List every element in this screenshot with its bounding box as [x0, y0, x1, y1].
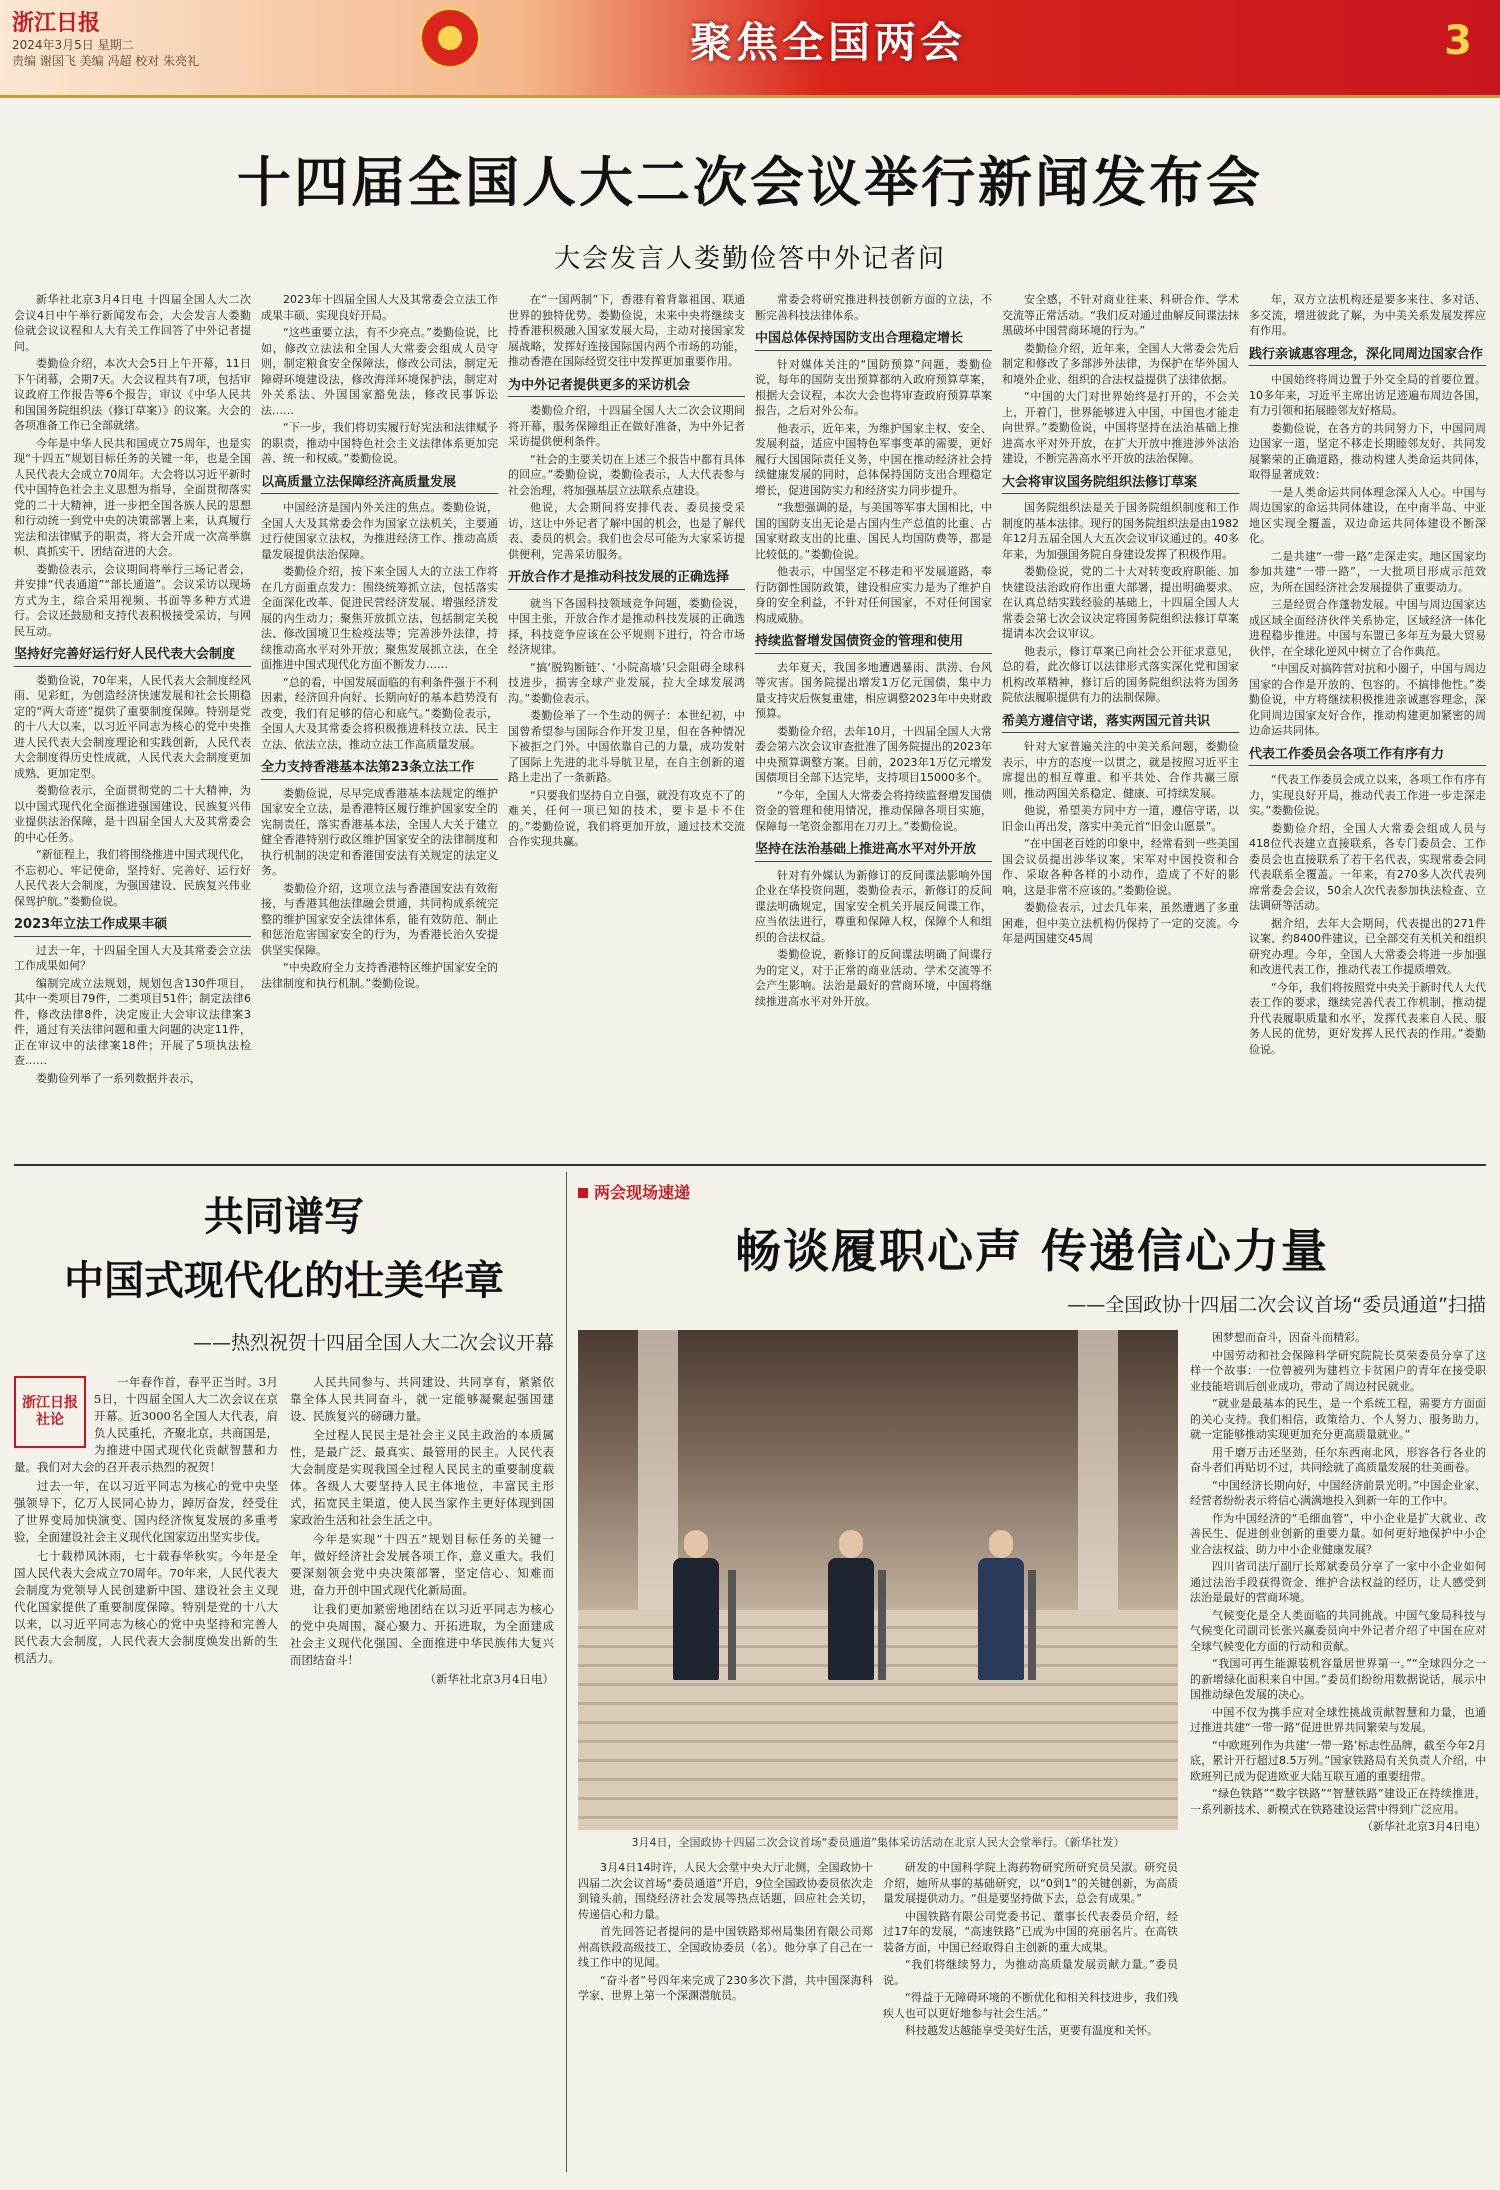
microphone-stand-icon	[878, 1570, 886, 1680]
photo-caption: 3月4日，全国政协十四届二次会议首场“委员通道”集体采访活动在北京人民大会堂举行。（新华社发）	[631, 1836, 1125, 1849]
paragraph: 娄勤俭介绍，本次大会5日上午开幕，11日下午闭幕，会期7天。大会议程共有7项，包括审议政府工作报告等6个报告，审议《中华人民共和国国务院组织法（修订草案）》的议案。大会的各项准备工作已全部就绪。	[14, 357, 251, 432]
paragraph: 编制完成立法规划，规划包含130件项目，其中一类项目79件，二类项目51件；制定法律6件，修改法律8件，决定废止大会审议法律案3件，通过有关法律问题和重大问题的决定11件，正在审议中的法律案18件；开展了5项执法检查……	[14, 976, 251, 1067]
section-heading: 2023年立法工作成果丰硕	[14, 917, 251, 937]
live-story-source: （新华社北京3月4日电）	[1362, 1820, 1486, 1833]
paragraph: 全过程人民民主是社会主义民主政治的本质属性，是最广泛、最真实、最管用的民主。人民代表大会制度是实现我国全过程人民民主的重要制度载体。各级人大要坚持人民主体地位，丰富民主形式，拓宽民主渠道，使人民当家作主更好体现到国家政治生活和社会生活之中。	[290, 1428, 554, 1527]
paragraph: 娄勤俭说，70年来，人民代表大会制度经风雨、见彩虹，为创造经济快速发展和社会长期稳定的“两大奇迹”提供了重要制度保障。特别是党的十八大以来，以习近平同志为核心的党中央推进人民代表大会制度理论和实践创新，人民代表大会制度得历史性成就，人民代表大会制度更加成熟、更加定型。	[14, 673, 251, 780]
live-story-column-1	[578, 1860, 873, 2180]
photo-person	[978, 1530, 1024, 1680]
stamp-line-1: 浙江日报	[22, 1395, 78, 1411]
live-story-title: 畅谈履职心声 传递信心力量	[734, 1224, 1329, 1278]
paragraph: 2023年十四届全国人大及其常委会立法工作成果丰硕、实现良好开局。	[261, 293, 498, 322]
editor-credits: 责编 谢国飞 美编 冯超 校对 朱亮礼	[12, 54, 200, 68]
paragraph: 3月4日14时许，人民大会堂中央大厅北侧，全国政协十四届二次会议首场“委员通道”开启，9位全国政协委员依次走到镜头前，围绕经济社会发展等热点话题，回应社会关切，传递信心和力量。	[578, 1861, 873, 1921]
paragraph: 国务院组织法是关于国务院组织制度和工作制度的基本法律。现行的国务院组织法是由1982年12月五届全国人大五次会议审议通过的。40多年来，为加强国务院自身建设发挥了积极作用。	[1002, 501, 1239, 561]
live-story-column-2	[883, 1860, 1178, 2180]
paragraph: 中国始终将周边置于外交全局的首要位置。10多年来，习近平主席出访足迹遍布周边各国，有力引领和拓展睦邻友好格局。	[1249, 373, 1486, 417]
section-heading: 开放合作才是推动科技发展的正确选择	[508, 570, 745, 590]
paragraph: 他表示，近年来，为维护国家主权、安全、发展利益，适应中国特色军事变革的需要，更好履行大国国际责任义务，中国在推动经济社会持续健康发展的同时，总体保持国防支出合理稳定增长，促进国防实力和经济实力同步提升。	[755, 421, 992, 497]
article-column-3	[508, 292, 745, 1156]
national-emblem-icon	[420, 8, 480, 68]
paragraph: 中国劳动和社会保障科学研究院院长莫荣委员分享了这样一个故事：一位曾被列为建档立卡贫困户的青年在接受职业技能培训后创业成功，带动了周边村民就业。	[1190, 1348, 1486, 1393]
paragraph: 娄勤俭说，在各方的共同努力下，中国同周边国家一道，坚定不移走长期睦邻友好、共同发展繁荣的正确道路，推动构建人类命运共同体，取得显著成效：	[1249, 421, 1486, 481]
paragraph: “新征程上，我们将围绕推进中国式现代化，不忘初心、牢记使命，坚持好、完善好、运行好人民代表大会制度，为强国建设、民族复兴伟业保驾护航。”娄勤俭说。	[14, 848, 251, 908]
paragraph: 据介绍，去年大会期间，代表提出的271件议案、约8400件建议，已全部交有关机关和组织研究办理。今年，全国人大常委会将进一步加强和改进代表工作，推动代表工作提质增效。	[1249, 916, 1486, 976]
commentary-title-line-2: 中国式现代化的壮美华章	[64, 1257, 504, 1304]
paragraph: 研发的中国科学院上海药物研究所研究员吴淑。研究员介绍，她所从事的基础研究，以“0到1”的关键创新，为高质量发展提供动力。“但是要坚持做下去，总会有成果。”	[883, 1861, 1178, 1905]
paragraph: 七十载栉风沐雨，七十载春华秋实。今年是全国人民代表大会成立70周年。70年来，人民代表大会制度为党领导人民创建新中国、建设社会主义现代化国家提供了重要制度保障。特别是党的十八大以来，以习近平同志为核心的党中央坚持和完善人民代表大会制度，人民代表大会制度焕发出新的生机活力。	[14, 1549, 278, 1665]
stamp-line-2: 社论	[36, 1412, 64, 1428]
paragraph: “搞‘脱钩断链’、‘小院高墙’只会阻碍全球科技进步，损害全球产业发展，拉大全球发展鸿沟。”娄勤俭表示。	[508, 660, 745, 705]
article-column-1	[14, 292, 251, 1156]
paragraph: 一是人类命运共同体理念深入人心。中国与周边国家的命运共同体建设，在中南半岛、中亚地区实现全覆盖，双边命运共同体建设不断深化。	[1249, 485, 1486, 545]
paragraph: 娄勤俭说，尽早完成香港基本法规定的维护国家安全立法，是香港特区履行维护国家安全的宪制责任，落实香港基本法，全国人大关于建立健全香港特别行政区维护国家安全的法律制度和执行机制的决定和香港国安法有关规定的法定义务。	[261, 786, 498, 877]
paragraph: “得益于无障碍环境的不断优化和相关科技进步，我们残疾人也可以更好地参与社会生活。”	[883, 1991, 1178, 2020]
photo-pillar	[1078, 1330, 1118, 1630]
top-story-body	[14, 292, 1486, 1156]
article-column-5	[1002, 292, 1239, 1156]
paragraph: 人民共同参与、共同建设、共同享有，紧紧依靠全体人民共同奋斗，就一定能够凝聚起强国建设、民族复兴的磅礴力量。	[290, 1375, 554, 1423]
paragraph: 一年春作首，春平正当时。3月5日，十四届全国人大二次会议在京开幕。近3000名全国人大代表，肩负人民重托，齐聚北京，共商国是，为推进中国式现代化贡献智慧和力量。我们对大会的召开表示热烈的祝贺！	[14, 1375, 278, 1474]
commentary-title	[14, 1185, 554, 1313]
paragraph: 用千磨万击还坚劲，任尔东西南北风，形容各行各业的奋斗者们再贴切不过，共同绘就了高质量发展的壮美画卷。	[1190, 1445, 1486, 1474]
paragraph: “我国可再生能源装机容量居世界第一。”“全球四分之一的新增绿化面积来自中国。”委员们纷纷用数据说话，展示中国推动绿色发展的决心。	[1190, 1657, 1486, 1701]
paragraph: 娄勤俭表示，过去几年来，虽然遭遇了多重困难，但中美立法机构仍保持了一定的交流。今年是两国建交45周	[1002, 901, 1239, 945]
paragraph: “只要我们坚持自立自强，就没有攻克不了的难关，任何一项已知的技术，要卡是卡不住的。”娄勤俭说，我们将更加开放，通过技术交流合作实现共赢。	[508, 788, 745, 848]
section-heading: 以高质量立法保障经济高质量发展	[261, 475, 498, 495]
commentary-body	[14, 1374, 554, 2180]
paragraph: “就业是最基本的民生，是一个系统工程，需要方方面面的关心支持。我们相信，政策给力、个人努力、服务助力，就一定能够推动实现更加充分更高质量就业。”	[1190, 1397, 1486, 1441]
article-column-4	[755, 292, 992, 1156]
paragraph: 气候变化是全人类面临的共同挑战。中国气象局科技与气候变化司副司长张兴赢委员向中外记者介绍了中国在应对全球气候变化方面的行动和贡献。	[1190, 1608, 1486, 1653]
paragraph: 娄勤俭介绍，按下来全国人大的立法工作将在几方面重点发力：围绕统筹抓立法，包括落实全面深化改革、促进民营经济发展、增强经济发展的内生动力；聚焦开放抓立法，包括制定关税法、修改国境卫生检疫法等；完善涉外法律，持续推动高水平对外开放；聚焦发展抓立法，在全面推进中国式现代化方面不断发力……	[261, 565, 498, 671]
section-heading: 大会将审议国务院组织法修订草案	[1002, 475, 1239, 495]
article-column-6	[1249, 292, 1486, 1156]
paragraph: 中国铁路有限公司党委书记、董事长代表委员介绍，经过17年的发展，“高速铁路”已成为中国的亮丽名片。在高铁装备方面，中国已经取得自主创新的重大成果。	[883, 1909, 1178, 1954]
paragraph: 他说，希望美方同中方一道，遵信守诺，以旧金山再出发，落实中美元首“旧金山愿景”。	[1002, 804, 1239, 833]
live-report-tag	[578, 1180, 690, 1203]
paragraph: 娄勤俭说，新修订的反间谍法明确了间谍行为的定义，对于正常的商业活动、学术交流等不会产生影响。法治是最好的营商环境，中国将继续推进高水平对外开放。	[755, 948, 992, 1008]
paragraph: 二是共建“一带一路”走深走实。地区国家均参加共建“一带一路”，一大批项目形成示范效应，为所在国经济社会发展提供了重要动力。	[1249, 549, 1486, 594]
paragraph: “今年，我们将按照党中央关于新时代人大代表工作的要求，继续完善代表工作机制，推动提升代表履职质量和水平，发挥代表来自人民、服务人民的优势，更好发挥人民代表的作用。”娄勤俭说。	[1249, 980, 1486, 1056]
paragraph: 年，双方立法机构还是要多来往、多对话、多交流，增进彼此了解，为中美关系发展发挥应有作用。	[1249, 293, 1486, 337]
section-title: 聚焦全国两会	[690, 18, 967, 67]
paragraph: 安全感，不针对商业往来、科研合作、学术交流等正常活动。“我们反对通过曲解反间谍法抹黑破坏中国营商环境的行为。”	[1002, 293, 1239, 337]
paragraph: 过去一年，十四届全国人大及其常委会立法工作成果如何？	[14, 943, 251, 972]
paragraph: 四川省司法厅副厅长郑斌委员分享了一家中小企业如何通过法治手段获得资金、维护合法权益的经历，让人感受到法治是最好的营商环境。	[1190, 1560, 1486, 1604]
photo-person	[673, 1530, 719, 1680]
column-divider	[566, 1172, 567, 2172]
live-story-column-3	[1190, 1330, 1486, 1835]
paragraph: 去年夏天，我国多地遭遇暴雨、洪涝、台风等灾害。国务院提出增发1万亿元国债，集中力量支持灾后恢复重建，相应调整2023年中央财政预算。	[755, 660, 992, 720]
paragraph: 中国不仅为携手应对全球性挑战贡献智慧和力量，也通过推进共建“一带一路”促进世界共同繁荣与发展。	[1190, 1705, 1486, 1734]
section-heading: 持续监督增发国债资金的管理和使用	[755, 634, 992, 654]
live-story-subtitle: ——全国政协十四届二次会议首场“委员通道”扫描	[1067, 1294, 1486, 1316]
page-number: 3	[1444, 18, 1472, 64]
paragraph: 娄勤俭举了一个生动的例子：本世纪初，中国曾希望参与国际合作开发卫星，但在各种情况下被拒之门外。中国依靠自己的力量，成功发射了国际上先进的北斗导航卫星，在自主创新的道路上走出了一条新路。	[508, 709, 745, 784]
paragraph: 针对有外媒认为新修订的反间谍法影响外国企业在华投资问题，娄勤俭表示，新修订的反间谍法明确规定，国家安全机关开展反间谍工作，应当依法进行，尊重和保障人权，保障个人和组织的合法权益。	[755, 868, 992, 944]
paragraph: “中欧班列作为共建‘一带一路’标志性品牌，截至今年2月底，累计开行超过8.5万列。”国家铁路局有关负责人介绍，中欧班列已成为促进欧亚大陆互联互通的重要纽带。	[1190, 1738, 1486, 1783]
commentary-subtitle: ——热烈祝贺十四届全国人大二次会议开幕	[192, 1332, 554, 1354]
issue-weekday: 星期二	[97, 38, 134, 52]
section-heading: 坚持在法治基础上推进高水平对外开放	[755, 842, 992, 862]
article-column-2	[261, 292, 498, 1156]
paragraph: 过去一年，在以习近平同志为核心的党中央坚强领导下，亿万人民同心协力，踔厉奋发，经受住了世界变局加快演变、国内经济恢复发展的多重考验，全面建设社会主义现代化国家迈出坚实步伐。	[14, 1479, 278, 1544]
section-heading: 中国总体保持国防支出合理稳定增长	[755, 331, 992, 351]
commentary-column-1	[14, 1374, 278, 2180]
paragraph: 让我们更加紧密地团结在以习近平同志为核心的党中央周围，凝心聚力、开拓进取，为全面建成社会主义现代化强国、全面推进中华民族伟大复兴而团结奋斗！	[290, 1602, 554, 1667]
paragraph: 娄勤俭表示，全面贯彻党的二十大精神，为以中国式现代化全面推进强国建设、民族复兴伟业提供法治保障，是十四届全国人大及其常委会的中心任务。	[14, 784, 251, 844]
paragraph: 他说，大会期间将安排代表、委员接受采访，这让中外记者了解中国的机会，也是了解代表、委员的机会。我们也会尽可能为大家采访提供便利，完善采访服务。	[508, 501, 745, 561]
masthead	[12, 6, 262, 69]
paragraph: “代表工作委员会成立以来，各项工作有序有力，实现良好开局，推动代表工作进一步走深走实。”娄勤俭说。	[1249, 773, 1486, 817]
page-banner	[0, 0, 1500, 95]
live-story-continuation	[1190, 1330, 1486, 2180]
paragraph: “我们将继续努力，为推动高质量发展贡献力量。”委员说。	[883, 1958, 1178, 1987]
paragraph: 今年是实现“十四五”规划目标任务的关键一年，做好经济社会发展各项工作，意义重大。我们要深刻领会党中央决策部署，坚定信心、知难而进，奋力开创中国式现代化新局面。	[290, 1532, 554, 1597]
section-heading: 践行亲诚惠容理念，深化同周边国家合作	[1249, 347, 1486, 367]
paragraph: 作为中国经济的“毛细血管”，中小企业是扩大就业、改善民生、促进创业创新的重要力量。如何更好地保护中小企业合法权益、助力中小企业健康发展？	[1190, 1511, 1486, 1556]
paragraph: 就当下各国科技领域竞争问题，娄勤俭说，中国主张，开放合作才是推动科技发展的正确选择，科技竞争应该在公平规则下进行，符合市场经济规律。	[508, 596, 745, 656]
paragraph: “下一步，我们将切实履行好宪法和法律赋予的职责，推动中国特色社会主义法律体系更加完善、统一和权威。”娄勤俭说。	[261, 421, 498, 465]
paragraph: “中央政府全力支持香港特区维护国家安全的法律制度和执行机制。”娄勤俭说。	[261, 961, 498, 990]
paragraph: 困梦想而奋斗，因奋斗而精彩。	[1212, 1331, 1366, 1344]
square-bullet-icon	[578, 1188, 588, 1198]
paragraph: “总的看，中国发展面临的有利条件强于不利因素，经济回升向好、长期向好的基本趋势没有改变，我们有足够的信心和底气。”娄勤俭表示，全国人大及其常委会将积极推进科技立法、民主立法、依法立法，推动立法工作高质量发展。	[261, 675, 498, 751]
paragraph: 首先回答记者提问的是中国铁路郑州局集团有限公司郑州高铁段高级技工、全国政协委员（名）。他分享了自己在一线工作中的见闻。	[578, 1925, 873, 1969]
paper-name: 浙江日报	[12, 10, 101, 36]
paragraph: “我想强调的是，与美国等军事大国相比，中国的国防支出无论是占国内生产总值的比重、占国家财政支出的比重、国民人均国防费等，都是比较低的。”娄勤俭说。	[755, 501, 992, 561]
paragraph: 中国经济是国内外关注的焦点。娄勤俭说，全国人大及其常委会作为国家立法机关，主要通过行使国家立法权，为推进经济工作、推动高质量发展提供法治保障。	[261, 501, 498, 561]
paragraph: 新华社北京3月4日电 十四届全国人大二次会议4日中午举行新闻发布会，大会发言人娄勤俭就会议议程和人大有关工作回答了中外记者提问。	[14, 293, 251, 353]
paragraph: “社会的主要关切在上述三个报告中都有具体的回应。”娄勤俭说，娄勤俭表示，人大代表参与社会治理，将加强基层立法联系点建设。	[508, 452, 745, 497]
news-photo	[578, 1330, 1178, 1830]
main-subhead: 大会发言人娄勤俭答中外记者问	[553, 244, 946, 274]
paragraph: 在“一国两制”下，香港有着背靠祖国、联通世界的独特优势。娄勤俭说，未来中央将继续支持香港积极融入国家发展大局，主动对接国家发展战略，发挥好连接国际国内两个市场的功能，推动香港在国际经贸交往中发挥更加重要作用。	[508, 293, 745, 368]
editorial-stamp	[14, 1376, 86, 1448]
paragraph: “在中国老百姓的印象中，经常看到一些美国国会议员提出涉华议案，宋军对中国投资和合作、采取各种各样的小动作，造成了不好的影响，这是非常不应该的。”娄勤俭说。	[1002, 837, 1239, 897]
paragraph: 三是经贸合作蓬勃发展。中国与周边国家达成区域全面经济伙伴关系协定，区域经济一体化进程稳步推进。中国与东盟已多年互为最大贸易伙伴，在全球化逆风中树立了合作典范。	[1249, 598, 1486, 658]
commentary-column-2	[290, 1374, 554, 2180]
header-divider	[0, 95, 1500, 98]
section-heading: 希美方遵信守诺，落实两国元首共识	[1002, 714, 1239, 734]
paragraph: “绿色铁路”“数字铁路”“智慧铁路”建设正在持续推进，一系列新技术、新模式在铁路建设运营中得到广泛应用。	[1190, 1787, 1486, 1816]
paragraph: “中国经济长期向好，中国经济前景光明。”中国企业家、经营者纷纷表示将信心满满地投入到新一年的工作中。	[1190, 1478, 1486, 1507]
commentary-source: （新华社北京3月4日电）	[424, 1672, 554, 1686]
section-heading: 坚持好完善好运行好人民代表大会制度	[14, 647, 251, 667]
paragraph: “中国反对搞阵营对抗和小圈子，中国与周边国家的合作是开放的、包容的。不搞排他性。”娄勤俭说，中方将继续积极推进亲诚惠容理念，深化同周边国家友好合作，推动构建更加紧密的周边命运共同体。	[1249, 662, 1486, 737]
live-story-body	[578, 1860, 1178, 2180]
section-divider	[14, 1164, 1486, 1166]
paragraph: 娄勤俭介绍，近年来，全国人大常委会先后制定和修改了多部涉外法律，为保护在华外国人和境外企业、组织的合法权益提供了法律依据。	[1002, 341, 1239, 386]
paragraph: 他表示，中国坚定不移走和平发展道路，奉行防御性国防政策，建设相应实力是为了维护自身的安全利益，不针对任何国家，不对任何国家构成威胁。	[755, 565, 992, 625]
paragraph: 他表示，修订草案已向社会公开征求意见，总的看，此次修订以法律形式落实深化党和国家机构改革精神，修订后的国务院组织法将为国务院依法履职提供有力的法制保障。	[1002, 644, 1239, 704]
paragraph: 娄勤俭介绍，十四届全国人大二次会议期间将开幕，服务保障组正在做好准备，为中外记者采访提供便利条件。	[508, 404, 745, 448]
commentary-title-line-1: 共同谱写	[204, 1193, 364, 1240]
paragraph: 今年是中华人民共和国成立75周年，也是实现“十四五”规划目标任务的关键一年，也是全国人民代表大会成立70周年。大会将以习近平新时代中国特色社会主义思想为指导，全面贯彻落实党的二十大精神，进一步把全国各族人民的思想和行动统一到党中央的决策部署上来，认真履行宪法和法律赋予的职责，将大会开成一次高举旗帜、真抓实干、团结奋进的大会。	[14, 436, 251, 558]
section-heading: 全力支持香港基本法第23条立法工作	[261, 760, 498, 780]
paragraph: “中国的大门对世界始终是打开的，不会关上，开着门，世界能够进入中国，中国也才能走向世界。”娄勤俭说，中国将坚持在法治基础上推进高水平对外开放，在扩大开放中推进涉外法治建设，不断完善高水平开放的法治保障。	[1002, 390, 1239, 465]
paragraph: 娄勤俭说，党的二十大对转变政府职能、加快建设法治政府作出重大部署，提出明确要求。在认真总结实践经验的基础上，十四届全国人大常委会第七次会议决定将国务院组织法修订草案提请本次会议审议。	[1002, 565, 1239, 640]
microphone-stand-icon	[728, 1570, 736, 1680]
paragraph: 科技越发达越能享受美好生活，更要有温度和关怀。	[905, 2024, 1158, 2037]
issue-date: 2024年3月5日	[12, 38, 94, 52]
paragraph: 常委会将研究推进科技创新方面的立法，不断完善科技法律体系。	[755, 293, 992, 322]
paragraph: “今年，全国人大常委会将持续监督增发国债资金的管理和使用情况，推动保障各项目实施，保障每一笔资金都用在刀刃上。”娄勤俭说。	[755, 788, 992, 833]
live-report-tag-label: 两会现场速递	[594, 1183, 691, 1202]
microphone-stand-icon	[1028, 1570, 1036, 1680]
photo-person	[828, 1530, 874, 1680]
paragraph: 针对媒体关注的“国防预算”问题，娄勤俭说，每年的国防支出预算都纳入政府预算草案，根据大会议程，本次大会也将审查政府预算草案报告，之后对外公布。	[755, 357, 992, 417]
paragraph: 娄勤俭列举了一系列数据并表示，	[36, 1071, 201, 1085]
paragraph: 娄勤俭介绍，这项立法与香港国安法有效衔接，与香港其他法律融会贯通，共同构成系统完整的维护国家安全法律体系，能有效防范、制止和惩治危害国家安全的行为，为香港长治久安提供坚实保障。	[261, 881, 498, 957]
paragraph: 娄勤俭介绍，去年10月，十四届全国人大常委会第六次会议审查批准了国务院提出的2023年中央预算调整方案。目前，2023年1万亿元增发国债项目全部下达完毕，支持项目15000多个。	[755, 724, 992, 784]
section-heading: 为中外记者提供更多的采访机会	[508, 378, 745, 398]
paragraph: “奋斗者”号四年来完成了230多次下潜，共中国深海科学家、世界上第一个深渊潜航员。	[578, 1973, 873, 2002]
section-heading: 代表工作委员会各项工作有序有力	[1249, 747, 1486, 767]
main-headline: 十四届全国人大二次会议举行新闻发布会	[237, 150, 1263, 214]
photo-pillar	[638, 1330, 678, 1630]
paragraph: 娄勤俭表示，会议期间将举行三场记者会，并安排“代表通道”“部长通道”。会议采访以现场方式为主，综合采用视频、书面等多种方式进行。会议还鼓励和支持代表积极接受采访，与网民互动。	[14, 562, 251, 638]
paragraph: 针对大家普遍关注的中美关系问题，娄勤俭表示，中方的态度一以贯之，就是按照习近平主席提出的相互尊重、和平共处、合作共赢三原则，推动两国关系稳定、健康、可持续发展。	[1002, 740, 1239, 800]
paragraph: “这些重要立法，有不少亮点。”娄勤俭说，比如，修改立法法和全国人大常委会组成人员守则，制定粮食安全保障法，修改公司法，制定无障碍环境建设法，修改海洋环境保护法，制定对外关系法、外国国家豁免法，修改民事诉讼法……	[261, 326, 498, 417]
paragraph: 娄勤俭介绍，全国人大常委会组成人员与418位代表建立直接联系，各专门委员会、工作委员会也直接联系了若干名代表，实现常委会同代表联系全覆盖。一年来，有270多人次代表列席常委会会议，50余人次代表参加执法检查、立法调研等活动。	[1249, 821, 1486, 912]
